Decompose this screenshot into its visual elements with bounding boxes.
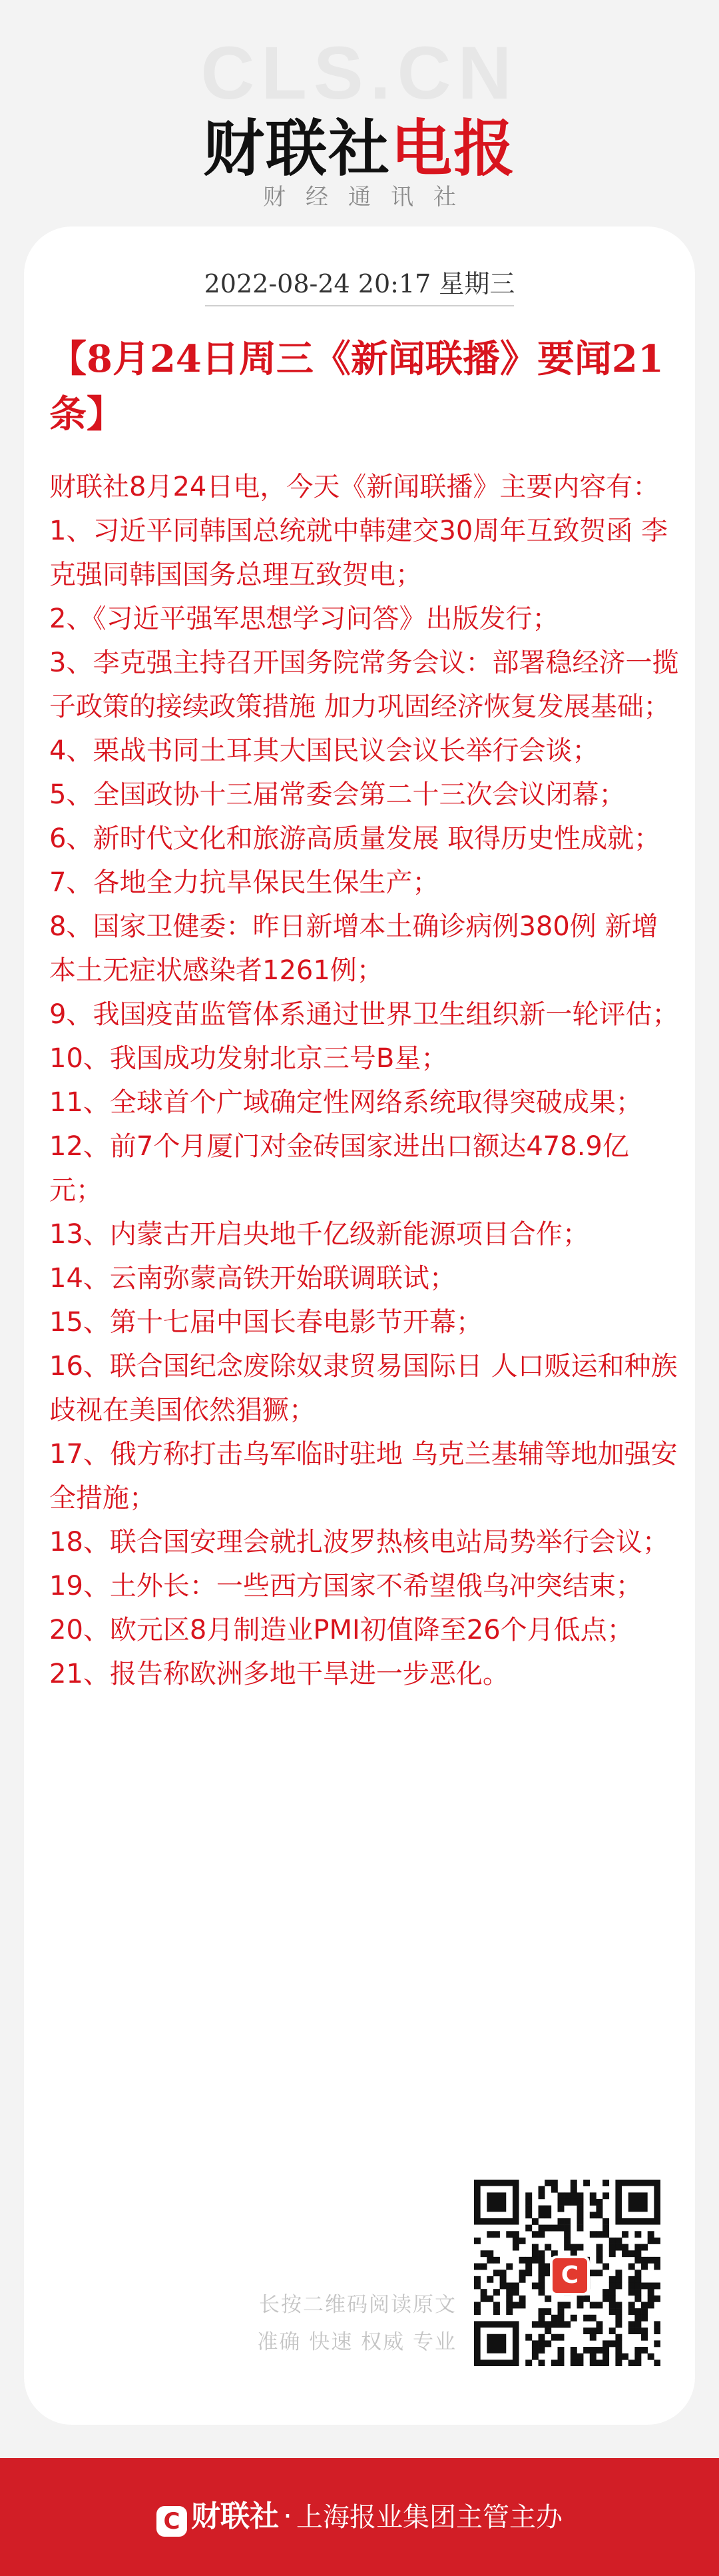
- qr-code[interactable]: [474, 2180, 660, 2366]
- cls-logo-icon: C: [156, 2506, 187, 2537]
- qr-center-logo-icon: C: [550, 2256, 590, 2296]
- news-item: 9、我国疫苗监管体系通过世界卫生组织新一轮评估；: [49, 999, 679, 1030]
- news-item: 16、联合国纪念废除奴隶贸易国际日 人口贩运和种族歧视在美国依然猖獗；: [49, 1351, 678, 1426]
- news-body: [49, 465, 682, 1696]
- news-item: 10、我国成功发射北京三号B星；: [49, 1043, 448, 1074]
- news-item: 8、国家卫健委：昨日新增本土确诊病例380例 新增本土无症状感染者1261例；: [49, 911, 658, 986]
- news-item: 1、习近平同韩国总统就中韩建交30周年互致贺函 李克强同韩国国务总理互致贺电；: [49, 516, 668, 590]
- footer-subtitle: 上海报业集团主管主办: [296, 2502, 563, 2533]
- news-item: 4、栗战书同土耳其大国民议会议长举行会谈；: [49, 735, 599, 766]
- news-item: 7、各地全力抗旱保民生保生产；: [49, 867, 439, 898]
- news-item: 15、第十七届中国长春电影节开幕；: [49, 1307, 483, 1338]
- news-item: 17、俄方称打击乌军临时驻地 乌克兰基辅等地加强安全措施；: [49, 1439, 678, 1513]
- brand-tagline: 财经通讯社: [263, 184, 476, 211]
- news-item: 13、内蒙古开启央地千亿级新能源项目合作；: [49, 1219, 589, 1250]
- qr-hint-line2: 准确 快速 权威 专业: [257, 2330, 457, 2354]
- brand-logo: [0, 100, 719, 188]
- news-title: 【8月24日周三《新闻联播》要闻21条】: [49, 337, 664, 436]
- news-item: 19、土外长：一些西方国家不希望俄乌冲突结束；: [49, 1571, 642, 1601]
- news-card: [24, 226, 695, 2425]
- news-item: 2、《习近平强军思想学习问答》出版发行；: [49, 604, 559, 634]
- news-item: 6、新时代文化和旅游高质量发展 取得历史性成就；: [49, 823, 661, 854]
- page-header: [0, 0, 719, 226]
- qr-hint-line1: 长按二维码阅读原文: [259, 2293, 457, 2317]
- news-item: 3、李克强主持召开国务院常务会议：部署稳经济一揽子政策的接续政策措施 加力巩固经济恢复发展基础；: [49, 647, 679, 722]
- news-item: 21、报告称欧洲多地干旱进一步恶化。: [49, 1659, 509, 1689]
- footer-separator: ·: [283, 2499, 292, 2533]
- news-item: 20、欧元区8月制造业PMI初值降至26个月低点；: [49, 1615, 634, 1645]
- news-item: 5、全国政协十三届常委会第二十三次会议闭幕；: [49, 779, 626, 810]
- news-paragraph: 财联社8月24日电，今天《新闻联播》主要内容有：: [49, 472, 660, 502]
- datetime-divider: [205, 305, 514, 306]
- footer-brand: [0, 2497, 719, 2537]
- news-item: 14、云南弥蒙高铁开始联调联试；: [49, 1263, 456, 1294]
- news-item: 11、全球首个广域确定性网络系统取得突破成果；: [49, 1087, 642, 1118]
- news-item: 12、前7个月厦门对金砖国家进出口额达478.9亿元；: [49, 1131, 629, 1206]
- logo-part2: 电报: [391, 113, 517, 185]
- qr-hint: [230, 2286, 457, 2361]
- publish-datetime: 2022-08-24 20:17 星期三: [204, 269, 515, 298]
- footer-brand-name: 财联社: [191, 2499, 279, 2533]
- logo-part1: 财联社: [202, 113, 391, 185]
- footer-bar: [0, 2458, 719, 2576]
- news-item: 18、联合国安理会就扎波罗热核电站局势举行会议；: [49, 1527, 669, 1557]
- watermark-text: CLS.CN: [200, 31, 519, 115]
